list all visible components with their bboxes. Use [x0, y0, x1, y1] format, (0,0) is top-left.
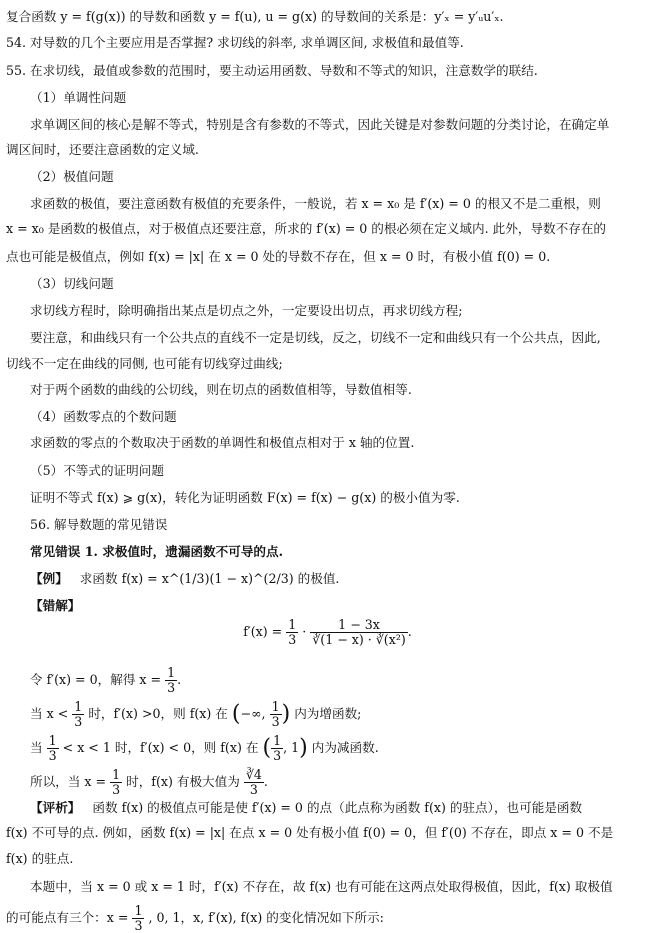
text-line: 调区间时，还要注意函数的定义域. — [6, 142, 199, 157]
text-segment: 的可能点有三个：x = — [6, 910, 129, 925]
text-line: x = x₀ 是函数的极值点，对于极值点还要注意，所求的 f′(x) = 0 的根必须在定义域内. 此外，导数不存在的 — [6, 221, 607, 236]
text-line — [6, 904, 649, 933]
text-line: 本题中，当 x = 0 或 x = 1 时，f′(x) 不存在，故 f(x) 也有可能在这两点处取得极值，因此，f(x) 取极值 — [30, 879, 613, 894]
denominator: 3 — [112, 782, 121, 797]
denominator: 3 — [134, 918, 143, 933]
text-line: 点也可能是极值点，例如 f(x) = |x| 在 x = 0 处的导数不存在，但 x = 0 时，有极小值 f(0) = 0. — [6, 249, 551, 264]
fraction — [271, 734, 283, 763]
denominator: 3 — [74, 714, 83, 729]
fraction — [47, 734, 59, 763]
text-line: f(x) 的驻点. — [6, 851, 74, 866]
example-text: 求函数 f(x) = x^(1/3)(1 − x)^(2/3) 的极值. — [79, 571, 340, 586]
fraction — [165, 666, 177, 695]
text-line: 55. 在求切线，最值或参数的范围时，要主动运用函数、导数和不等式的知识，注意数学的联结. — [6, 63, 538, 78]
numerator: 1 — [48, 733, 57, 748]
section-heading: （3）切线问题 — [30, 276, 114, 291]
text-line: 当 x < $\frac{1}{3}$ 时，f′(x) >0，则 f(x) 在 (−∞, $\frac{1}{3}$ ) 内为增函数; — [30, 699, 362, 729]
text-line: 求函数的零点的个数取决于函数的单调性和极值点相对于 x 轴的位置. — [30, 435, 415, 450]
fraction — [270, 700, 282, 729]
text-segment: 当 x < — [30, 706, 69, 721]
eq-lhs: f′(x) = — [243, 624, 283, 639]
section-heading: （1）单调性问题 — [30, 90, 127, 105]
text-line: 所以，当 x = $\frac{1}{3}$ 时，f(x) 有极大值为 $\frac{∛4}{3}$ . — [30, 767, 268, 797]
denominator: 3 — [288, 632, 297, 647]
text-segment: −∞, — [240, 706, 266, 721]
text-line: f(x) 不可导的点. 例如，函数 f(x) = |x| 在点 x = 0 处有极小值 f(0) = 0，但 f′(0) 不存在，即点 x = 0 不是 — [6, 825, 614, 840]
text-line: 求单调区间的核心是解不等式，特别是含有参数的不等式，因此关键是对参数问题的分类讨论，在确定单 — [30, 117, 610, 132]
section-heading: （5）不等式的证明问题 — [30, 463, 164, 478]
text-segment: 时，f′(x) >0，则 f(x) 在 — [88, 706, 228, 721]
numerator: 1 — [112, 767, 121, 782]
text-line: 要注意，和曲线只有一个公共点的直线不一定是切线，反之，切线不一定和曲线只有一个公共点，因此, — [30, 330, 601, 345]
text-segment: 当 — [30, 740, 43, 755]
text-segment: 内为增函数; — [294, 706, 362, 721]
section-heading: （4）函数零点的个数问题 — [30, 409, 177, 424]
text-line: 对于两个函数的曲线的公切线，则在切点的函数值相等，导数值相等. — [30, 382, 412, 397]
denominator: 3 — [273, 748, 282, 763]
text-segment: 所以，当 x = — [30, 774, 107, 789]
text-line: 令 f′(x) = 0，解得 x = $\frac{1}{3}$ . — [30, 665, 182, 695]
text-segment: 令 f′(x) = 0，解得 x = — [30, 672, 162, 687]
fraction — [132, 904, 144, 933]
text-segment: 函数 f(x) 的极值点可能是使 f′(x) = 0 的点（此点称为函数 f(x) 的驻点），也可能是函数 — [92, 800, 583, 815]
numerator: ∛4 — [245, 767, 262, 782]
denominator: 3 — [167, 680, 176, 695]
denominator: 3 — [48, 748, 57, 763]
numerator: 1 — [74, 699, 83, 714]
fraction-main — [310, 618, 408, 647]
text-line: 切线不一定在曲线的同侧, 也可能有切线穿过曲线; — [6, 356, 283, 371]
text-line: 证明不等式 f(x) ⩾ g(x)，转化为证明函数 F(x) = f(x) − g(x) 的极小值为零. — [30, 490, 460, 505]
fraction — [110, 768, 122, 797]
wrong-solution-tag: 【错解】 — [30, 598, 81, 613]
example-tag: 【例】 — [30, 571, 68, 586]
text-line: 求函数的极值，要注意函数有极值的充要条件，一般说，若 x = x₀ 是 f′(x) = 0 的根又不是二重根，则 — [30, 196, 601, 211]
numerator: 1 — [273, 733, 282, 748]
section-heading: （2）极值问题 — [30, 169, 114, 184]
fraction — [72, 700, 84, 729]
text-line: 求切线方程时，除明确指出某点是切点之外，一定要设出切点，再求切线方程; — [30, 303, 463, 318]
fraction-one-third — [286, 618, 298, 647]
text-line: 54. 对导数的几个主要应用是否掌握? 求切线的斜率, 求单调区间, 求极值和最值等. — [6, 35, 464, 50]
example-line — [30, 570, 649, 588]
denominator: 3 — [249, 782, 258, 797]
numerator: 1 — [134, 903, 143, 918]
numerator: 1 — [288, 617, 297, 632]
text-segment: , 0, 1，x, f′(x), f(x) 的变化情况如下所示: — [148, 910, 384, 925]
text-segment: < x < 1 时，f′(x) < 0，则 f(x) 在 — [62, 740, 259, 755]
text-line: 复合函数 y = f(g(x)) 的导数和函数 y = f(u), u = g(x) 的导数间的关系是：y′ₓ = y′ᵤu′ₓ. — [6, 9, 504, 24]
fraction — [244, 768, 264, 797]
analysis-line — [30, 799, 649, 817]
denominator: ∛(1 − x) · ∛(x²) — [312, 632, 406, 647]
error-heading: 常见错误 1. 求极值时，遗漏函数不可导的点. — [30, 544, 283, 559]
numerator: 1 − 3x — [310, 618, 408, 633]
text-line: 当 $\frac{1}{3}$ < x < 1 时，f′(x) < 0，则 f(x) 在 ( $\frac{1}{3}$ , 1) 内为减函数. — [30, 733, 379, 763]
text-segment: , 1 — [283, 740, 300, 755]
text-segment: 内为减函数. — [311, 740, 379, 755]
denominator: 3 — [271, 714, 280, 729]
analysis-tag: 【评析】 — [30, 800, 81, 815]
derivative-equation: f′(x) = $\frac{1}{3}$ · $\frac{1 - 3x}{\text{∛(1 − x) · ∛(x²)}}$ . — [243, 617, 412, 647]
text-line: 56. 解导数题的常见错误 — [30, 517, 168, 532]
numerator: 1 — [167, 665, 176, 680]
text-segment: 时，f(x) 有极大值为 — [126, 774, 240, 789]
numerator: 1 — [271, 699, 280, 714]
